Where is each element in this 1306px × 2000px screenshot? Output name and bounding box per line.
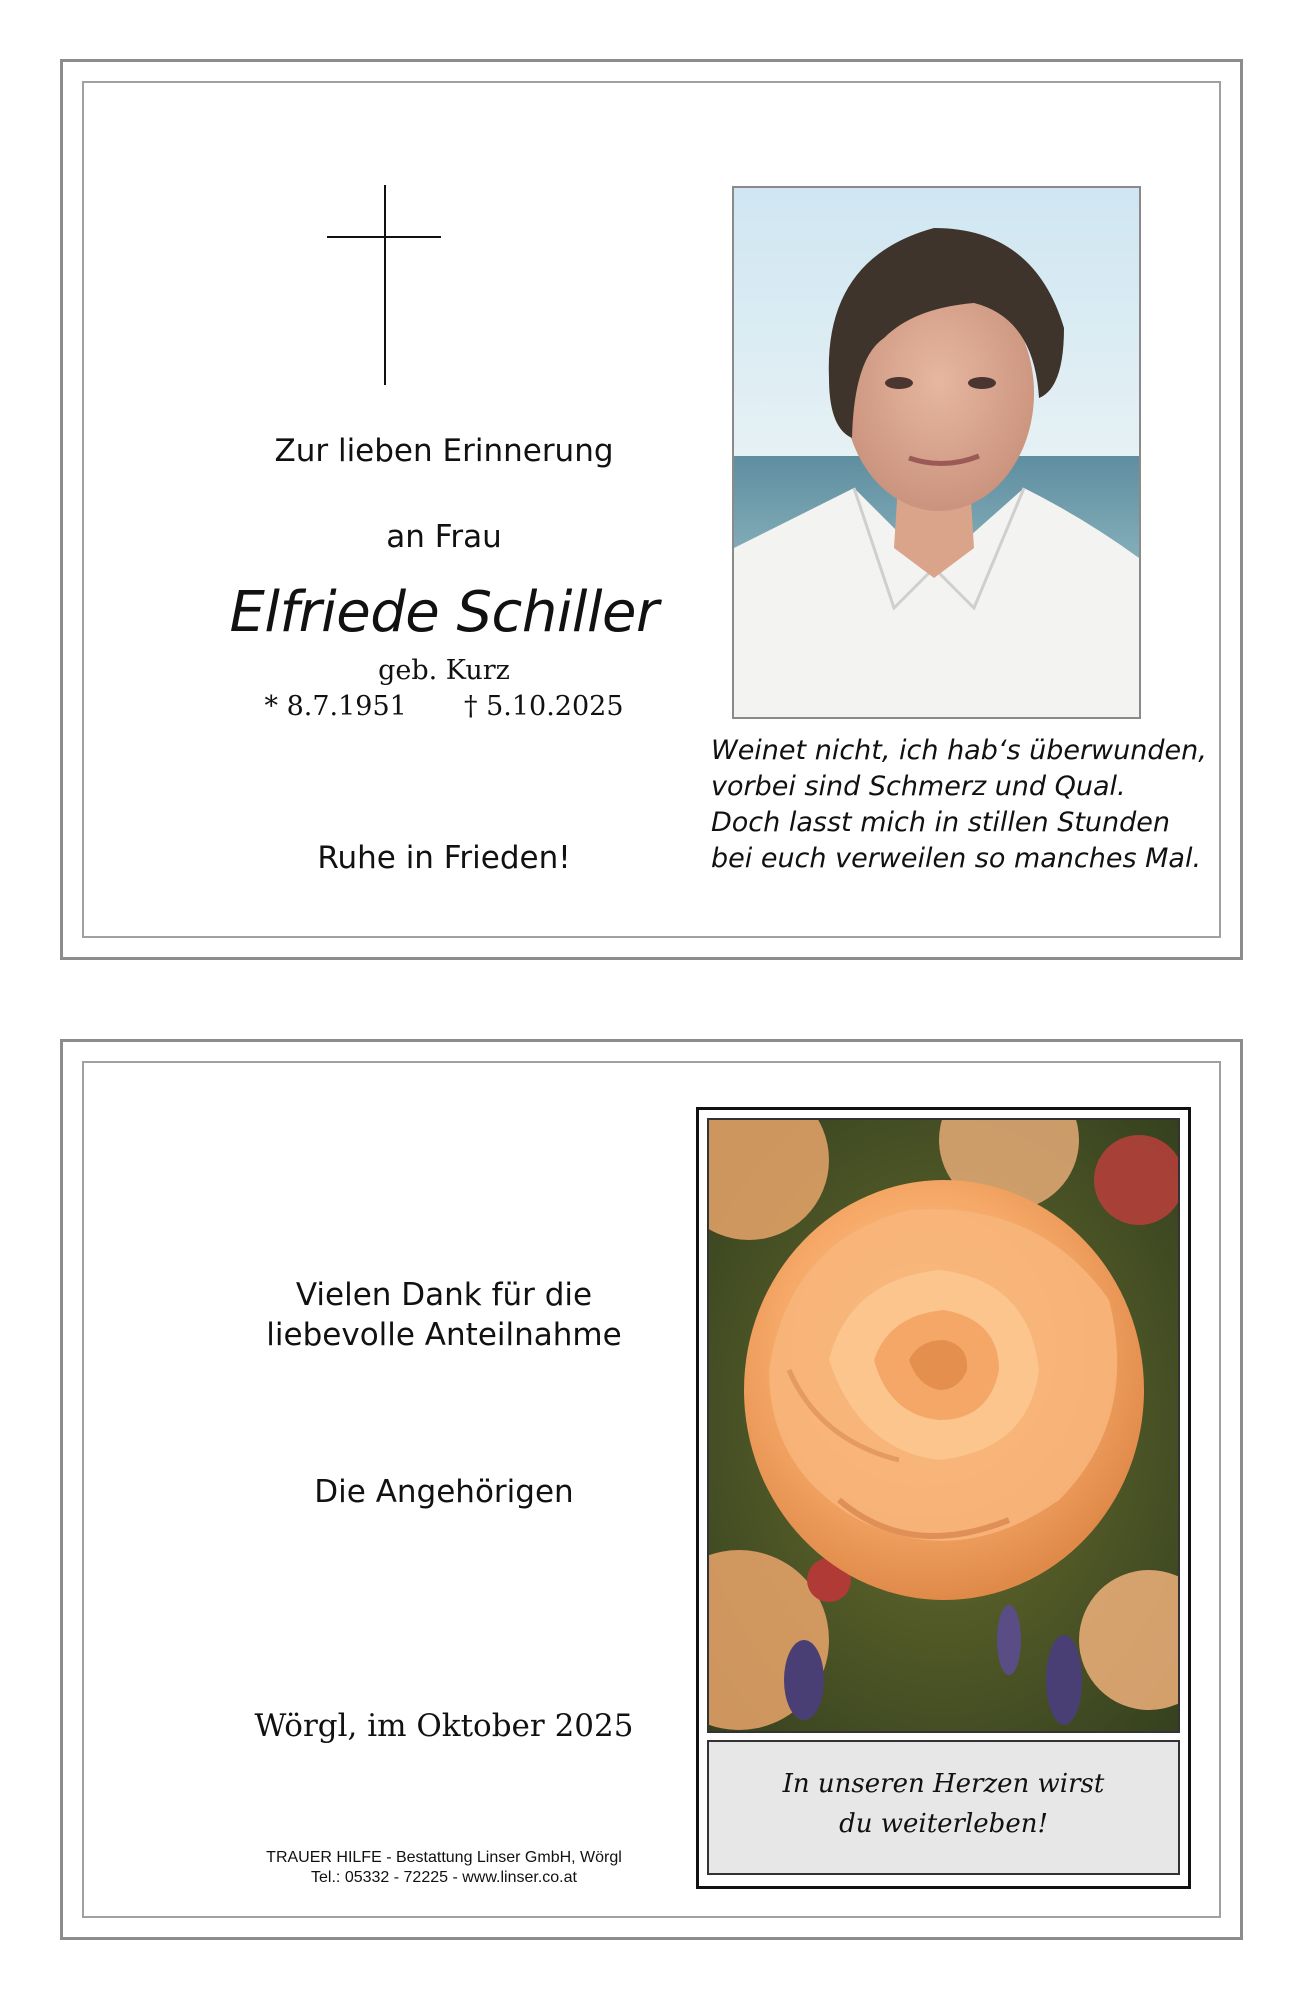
card-inner-border <box>82 81 1221 938</box>
maiden-name: geb. Kurz <box>378 655 510 686</box>
intro-text: Zur lieben Erinnerung <box>274 433 614 469</box>
memorial-card-front <box>60 59 1243 960</box>
closing-text: Ruhe in Frieden! <box>317 840 571 876</box>
life-dates <box>164 691 724 722</box>
card-inner-border <box>82 1061 1221 1918</box>
cross-icon <box>384 185 386 385</box>
caption-line-2: du weiterleben! <box>839 1809 1048 1839</box>
cross-icon-bar <box>327 236 441 238</box>
birth-date: * 8.7.1951 <box>264 691 407 722</box>
footer-line-1: TRAUER HILFE - Bestattung Linser GmbH, Wörgl <box>266 1849 622 1866</box>
poem-line: Weinet nicht, ich hab‘s überwunden, <box>711 735 1207 766</box>
memorial-card-back <box>60 1039 1243 1940</box>
deceased-name: Elfriede Schiller <box>229 580 659 645</box>
death-date: † 5.10.2025 <box>464 691 624 722</box>
caption-line-1: In unseren Herzen wirst <box>782 1769 1105 1799</box>
poem-line: bei euch verweilen so manches Mal. <box>711 843 1202 874</box>
rose-picture-frame <box>696 1107 1191 1889</box>
family-signature: Die Angehörigen <box>314 1474 574 1510</box>
thanks-line-2: liebevolle Anteilnahme <box>266 1317 622 1353</box>
salutation-text: an Frau <box>386 519 502 555</box>
rose-caption <box>707 1740 1180 1875</box>
portrait-photo <box>732 186 1141 719</box>
poem-line: vorbei sind Schmerz und Qual. <box>711 771 1126 802</box>
footer-line-2: Tel.: 05332 - 72225 - www.linser.co.at <box>311 1869 577 1886</box>
poem <box>711 733 1211 877</box>
rose-image <box>707 1118 1180 1733</box>
poem-line: Doch lasst mich in stillen Stunden <box>711 807 1171 838</box>
place-date: Wörgl, im Oktober 2025 <box>254 1708 634 1744</box>
thanks-line-1: Vielen Dank für die <box>295 1277 593 1313</box>
funeral-home-footer <box>164 1848 724 1888</box>
